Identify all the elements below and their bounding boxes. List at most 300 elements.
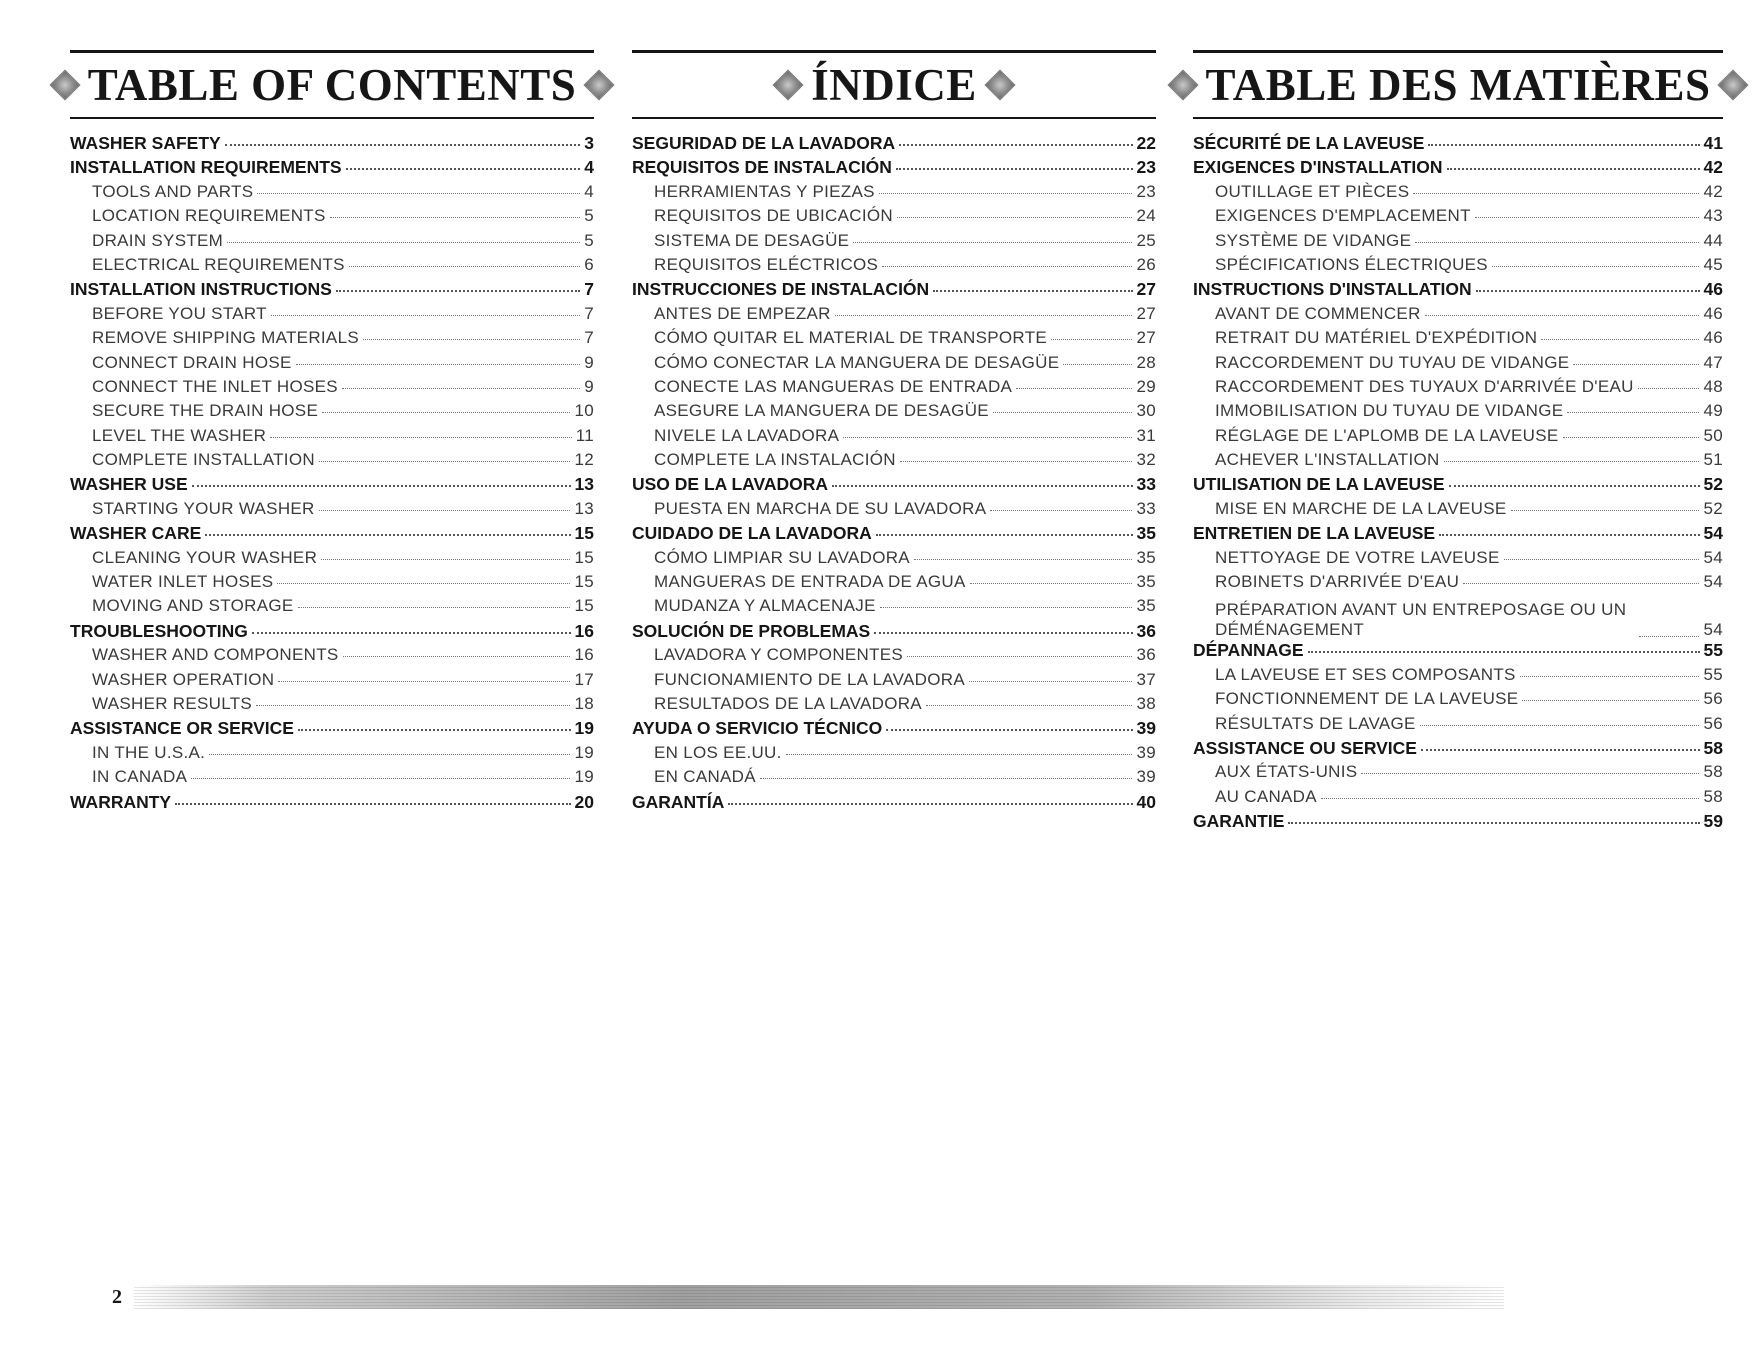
dot-leader	[990, 510, 1132, 511]
column-title: TABLE DES MATIÈRES	[1205, 59, 1711, 110]
toc-entry-page: 37	[1136, 669, 1156, 689]
toc-subsection-entry	[632, 450, 1156, 474]
toc-subsection-entry	[632, 670, 1156, 694]
toc-entry-label: DÉPANNAGE	[1193, 640, 1304, 661]
toc-subsection-entry	[1193, 255, 1723, 279]
toc-subsection-entry	[70, 206, 594, 230]
dot-leader	[227, 242, 580, 243]
toc-entry-page: 25	[1136, 230, 1156, 250]
toc-entry-label: PRÉPARATION AVANT UN ENTREPOSAGE OU UN DÉMÉNAGEMENT	[1215, 600, 1627, 640]
toc-entry-page: 11	[575, 425, 594, 445]
dot-leader	[1063, 364, 1132, 365]
dot-leader	[880, 607, 1133, 608]
toc-section-entry	[632, 792, 1156, 816]
toc-entry-label: WASHER AND COMPONENTS	[92, 645, 339, 665]
dot-leader	[897, 217, 1133, 218]
toc-section-entry	[632, 523, 1156, 547]
toc-entry-page: 44	[1703, 230, 1723, 250]
dot-leader	[252, 632, 571, 634]
toc-entry-page: 27	[1136, 279, 1156, 300]
toc-entry-page: 59	[1703, 811, 1723, 832]
dot-leader	[1413, 193, 1699, 194]
toc-section-entry	[70, 474, 594, 498]
toc-entry-page: 28	[1136, 352, 1156, 372]
dot-leader	[969, 681, 1133, 682]
dot-leader	[899, 144, 1132, 146]
toc-subsection-entry	[632, 206, 1156, 230]
toc-subsection-entry	[632, 596, 1156, 620]
toc-column-english	[70, 50, 594, 816]
toc-entry-label: ELECTRICAL REQUIREMENTS	[92, 254, 345, 274]
column-header	[632, 50, 1156, 119]
toc-entry-page: 23	[1136, 157, 1156, 178]
toc-entry-page: 55	[1703, 664, 1723, 684]
dot-leader	[319, 461, 571, 462]
toc-entry-page: 49	[1703, 401, 1723, 421]
toc-section-entry	[70, 157, 594, 181]
toc-subsection-entry	[70, 548, 594, 572]
dot-leader	[342, 388, 580, 389]
toc-subsection-entry	[1193, 328, 1723, 352]
dot-leader	[1492, 266, 1700, 267]
toc-subsection-entry	[1193, 231, 1723, 255]
column-title: TABLE OF CONTENTS	[87, 59, 577, 110]
toc-entry-label: COMPLETE LA INSTALACIÓN	[654, 450, 896, 470]
toc-column-spanish	[632, 50, 1156, 816]
toc-entry-label: CONNECT THE INLET HOSES	[92, 376, 338, 396]
toc-subsection-entry	[1193, 548, 1723, 572]
dot-leader	[257, 193, 580, 194]
toc-entry-label: TOOLS AND PARTS	[92, 181, 254, 201]
toc-subsection-entry	[1193, 596, 1723, 640]
toc-entry-page: 17	[574, 669, 594, 689]
toc-entry-label: SYSTÈME DE VIDANGE	[1215, 230, 1412, 250]
dot-leader	[1444, 461, 1700, 462]
toc-section-entry	[632, 157, 1156, 181]
toc-subsection-entry	[632, 694, 1156, 718]
dot-leader	[209, 754, 570, 755]
toc-entry-page: 54	[1703, 620, 1723, 640]
toc-subsection-entry	[70, 426, 594, 450]
toc-entry-page: 54	[1703, 523, 1723, 544]
toc-entry-page: 7	[584, 279, 594, 300]
toc-entry-label: OUTILLAGE ET PIÈCES	[1215, 181, 1410, 201]
toc-subsection-entry	[632, 182, 1156, 206]
toc-section-entry	[632, 474, 1156, 498]
dot-leader	[1463, 583, 1699, 584]
diamond-bullet-icon	[49, 69, 80, 100]
toc-entry-page: 55	[1703, 640, 1723, 661]
toc-entry-label: EXIGENCES D'EMPLACEMENT	[1215, 206, 1471, 226]
dot-leader	[1504, 559, 1700, 560]
toc-entry-label: HERRAMIENTAS Y PIEZAS	[654, 181, 875, 201]
toc-entry-page: 10	[574, 401, 594, 421]
toc-subsection-entry	[632, 255, 1156, 279]
dot-leader	[343, 656, 571, 657]
dot-leader	[319, 510, 571, 511]
toc-entry-label: FONCTIONNEMENT DE LA LAVEUSE	[1215, 689, 1519, 709]
toc-subsection-entry	[70, 304, 594, 328]
toc-subsection-entry	[70, 353, 594, 377]
toc-subsection-entry	[1193, 762, 1723, 786]
dot-leader	[330, 217, 581, 218]
toc-entry-label: SÉCURITÉ DE LA LAVEUSE	[1193, 133, 1425, 153]
toc-section-entry	[1193, 523, 1723, 547]
footer-decorative-bar	[134, 1285, 1504, 1309]
dot-leader	[1321, 798, 1700, 799]
dot-leader	[349, 266, 580, 267]
dot-leader	[271, 315, 580, 316]
toc-entry-page: 5	[584, 230, 594, 250]
toc-entry-page: 38	[1136, 693, 1156, 713]
toc-entry-page: 39	[1136, 767, 1156, 787]
toc-subsection-entry	[632, 328, 1156, 352]
toc-list	[70, 133, 594, 816]
toc-entry-label: REQUISITOS DE INSTALACIÓN	[632, 157, 892, 178]
toc-entry-page: 36	[1136, 620, 1156, 641]
toc-entry-label: IN CANADA	[92, 767, 188, 787]
dot-leader	[192, 485, 571, 487]
toc-entry-label: RACCORDEMENT DU TUYAU DE VIDANGE	[1215, 352, 1570, 372]
toc-entry-label: RACCORDEMENT DES TUYAUX D'ARRIVÉE D'EAU	[1215, 376, 1634, 396]
toc-subsection-entry	[70, 572, 594, 596]
toc-entry-label: MUDANZA Y ALMACENAJE	[654, 596, 876, 616]
toc-subsection-entry	[1193, 426, 1723, 450]
toc-entry-label: GARANTÍA	[632, 791, 725, 812]
toc-entry-page: 15	[574, 547, 594, 567]
toc-entry-label: ANTES DE EMPEZAR	[654, 303, 831, 323]
dot-leader	[1439, 534, 1699, 536]
toc-entry-label: UTILISATION DE LA LAVEUSE	[1193, 474, 1445, 495]
dot-leader	[205, 534, 570, 536]
toc-subsection-entry	[1193, 353, 1723, 377]
toc-entry-label: CONNECT DRAIN HOSE	[92, 352, 292, 372]
toc-subsection-entry	[632, 304, 1156, 328]
toc-entry-page: 46	[1703, 328, 1723, 348]
toc-list	[632, 133, 1156, 816]
toc-subsection-entry	[1193, 206, 1723, 230]
diamond-bullet-icon	[1167, 69, 1198, 100]
dot-leader	[298, 607, 571, 608]
toc-subsection-entry	[70, 767, 594, 791]
toc-entry-page: 16	[574, 645, 594, 665]
dot-leader	[270, 437, 572, 438]
dot-leader	[882, 266, 1132, 267]
dot-leader	[363, 339, 580, 340]
toc-entry-page: 29	[1136, 376, 1156, 396]
diamond-bullet-icon	[984, 69, 1015, 100]
dot-leader	[1541, 339, 1699, 340]
toc-entry-page: 20	[574, 791, 594, 812]
dot-leader	[900, 461, 1133, 462]
toc-entry-label: LEVEL THE WASHER	[92, 425, 267, 445]
dot-leader	[876, 534, 1133, 536]
toc-entry-label: WASHER SAFETY	[70, 133, 221, 153]
toc-entry-page: 13	[574, 498, 594, 518]
toc-entry-page: 42	[1703, 181, 1723, 201]
dot-leader	[346, 168, 581, 170]
toc-entry-label: ROBINETS D'ARRIVÉE D'EAU	[1215, 572, 1460, 592]
toc-section-entry	[632, 133, 1156, 157]
toc-entry-label: SOLUCIÓN DE PROBLEMAS	[632, 620, 871, 641]
toc-entry-page: 12	[574, 450, 594, 470]
toc-subsection-entry	[632, 231, 1156, 255]
toc-entry-label: INSTALLATION INSTRUCTIONS	[70, 279, 332, 300]
toc-entry-label: WATER INLET HOSES	[92, 572, 274, 592]
toc-entry-page: 16	[574, 620, 594, 641]
toc-subsection-entry	[632, 353, 1156, 377]
toc-subsection-entry	[70, 231, 594, 255]
toc-entry-page: 4	[584, 157, 594, 178]
toc-entry-label: REQUISITOS DE UBICACIÓN	[654, 206, 893, 226]
dot-leader	[832, 485, 1132, 487]
dot-leader	[926, 705, 1133, 706]
dot-leader	[1051, 339, 1132, 340]
toc-entry-page: 50	[1703, 425, 1723, 445]
dot-leader	[1428, 144, 1699, 146]
toc-subsection-entry	[632, 743, 1156, 767]
toc-entry-label: MANGUERAS DE ENTRADA DE AGUA	[654, 572, 966, 592]
dot-leader	[336, 290, 580, 292]
toc-entry-page: 46	[1703, 303, 1723, 323]
toc-entry-page: 47	[1703, 352, 1723, 372]
toc-section-entry	[1193, 133, 1723, 157]
toc-entry-label: EXIGENCES D'INSTALLATION	[1193, 157, 1443, 178]
toc-entry-label: WARRANTY	[70, 791, 172, 812]
toc-entry-page: 35	[1136, 523, 1156, 544]
toc-entry-page: 18	[574, 693, 594, 713]
toc-subsection-entry	[70, 450, 594, 474]
toc-subsection-entry	[632, 572, 1156, 596]
toc-subsection-entry	[70, 645, 594, 669]
dot-leader	[1638, 388, 1700, 389]
column-header	[70, 50, 594, 119]
toc-entry-label: WASHER CARE	[70, 523, 202, 544]
toc-section-entry	[70, 133, 594, 157]
toc-entry-label: LA LAVEUSE ET SES COMPOSANTS	[1215, 664, 1516, 684]
dot-leader	[1421, 749, 1700, 751]
dot-leader	[786, 754, 1133, 755]
toc-subsection-entry	[70, 401, 594, 425]
toc-subsection-entry	[1193, 499, 1723, 523]
toc-entry-label: GARANTIE	[1193, 811, 1285, 832]
toc-entry-page: 32	[1136, 450, 1156, 470]
toc-entry-page: 33	[1136, 474, 1156, 495]
toc-subsection-entry	[70, 377, 594, 401]
toc-entry-page: 48	[1703, 376, 1723, 396]
toc-subsection-entry	[1193, 665, 1723, 689]
toc-entry-page: 41	[1703, 133, 1723, 153]
dot-leader	[175, 803, 570, 805]
toc-entry-label: NETTOYAGE DE VOTRE LAVEUSE	[1215, 547, 1500, 567]
dot-leader	[1447, 168, 1700, 170]
toc-entry-label: ASEGURE LA MANGUERA DE DESAGÜE	[654, 401, 989, 421]
toc-entry-label: REMOVE SHIPPING MATERIALS	[92, 328, 359, 348]
toc-subsection-entry	[70, 255, 594, 279]
toc-entry-page: 39	[1136, 742, 1156, 762]
dot-leader	[1476, 290, 1700, 292]
toc-entry-page: 15	[574, 572, 594, 592]
toc-subsection-entry	[70, 743, 594, 767]
toc-subsection-entry	[1193, 572, 1723, 596]
dot-leader	[225, 144, 581, 146]
toc-entry-label: RESULTADOS DE LA LAVADORA	[654, 693, 922, 713]
dot-leader	[1475, 217, 1700, 218]
toc-entry-label: EN LOS EE.UU.	[654, 742, 782, 762]
toc-entry-page: 19	[574, 742, 594, 762]
toc-subsection-entry	[1193, 182, 1723, 206]
toc-subsection-entry	[70, 182, 594, 206]
toc-section-entry	[1193, 738, 1723, 762]
dot-leader	[843, 437, 1132, 438]
toc-entry-page: 19	[574, 718, 594, 739]
toc-entry-label: WASHER OPERATION	[92, 669, 275, 689]
toc-entry-page: 54	[1703, 547, 1723, 567]
toc-entry-page: 58	[1703, 786, 1723, 806]
dot-leader	[298, 729, 571, 731]
toc-entry-page: 27	[1136, 303, 1156, 323]
toc-entry-label: SISTEMA DE DESAGÜE	[654, 230, 850, 250]
toc-entry-label: INSTALLATION REQUIREMENTS	[70, 157, 342, 178]
toc-entry-page: 35	[1136, 596, 1156, 616]
toc-entry-page: 9	[584, 376, 594, 396]
toc-entry-page: 56	[1703, 713, 1723, 733]
toc-entry-page: 31	[1136, 425, 1156, 445]
toc-entry-page: 45	[1703, 254, 1723, 274]
toc-entry-label: CÓMO LIMPIAR SU LAVADORA	[654, 547, 910, 567]
toc-entry-page: 30	[1136, 401, 1156, 421]
toc-entry-label: CLEANING YOUR WASHER	[92, 547, 318, 567]
dot-leader	[993, 412, 1133, 413]
toc-entry-page: 39	[1136, 718, 1156, 739]
toc-section-entry	[70, 792, 594, 816]
toc-entry-label: CUIDADO DE LA LAVADORA	[632, 523, 872, 544]
diamond-bullet-icon	[584, 69, 615, 100]
toc-column-french	[1193, 50, 1723, 836]
toc-section-entry	[1193, 474, 1723, 498]
toc-entry-label: DRAIN SYSTEM	[92, 230, 224, 250]
toc-entry-label: AUX ÉTATS-UNIS	[1215, 762, 1358, 782]
toc-subsection-entry	[70, 328, 594, 352]
toc-entry-page: 58	[1703, 762, 1723, 782]
toc-subsection-entry	[632, 645, 1156, 669]
toc-entry-label: ASSISTANCE OR SERVICE	[70, 718, 294, 739]
dot-leader	[914, 559, 1133, 560]
toc-entry-page: 22	[1136, 133, 1156, 153]
toc-section-entry	[1193, 811, 1723, 835]
page-number: 2	[112, 1285, 122, 1308]
dot-leader	[322, 412, 570, 413]
dot-leader	[277, 583, 570, 584]
toc-entry-page: 40	[1136, 791, 1156, 812]
toc-entry-page: 5	[584, 206, 594, 226]
toc-entry-label: REQUISITOS ELÉCTRICOS	[654, 254, 879, 274]
toc-entry-label: AU CANADA	[1215, 786, 1317, 806]
dot-leader	[1520, 676, 1700, 677]
dot-leader	[874, 632, 1132, 634]
toc-section-entry	[70, 279, 594, 303]
column-title: ÍNDICE	[811, 59, 977, 110]
toc-entry-label: EN CANADÁ	[654, 767, 756, 787]
dot-leader	[1522, 700, 1699, 701]
toc-section-entry	[70, 718, 594, 742]
dot-leader	[1420, 725, 1700, 726]
toc-entry-label: FUNCIONAMIENTO DE LA LAVADORA	[654, 669, 965, 689]
toc-entry-label: IMMOBILISATION DU TUYAU DE VIDANGE	[1215, 401, 1564, 421]
toc-entry-label: USO DE LA LAVADORA	[632, 474, 829, 495]
toc-entry-page: 9	[584, 352, 594, 372]
toc-entry-page: 54	[1703, 572, 1723, 592]
toc-entry-label: WASHER RESULTS	[92, 693, 253, 713]
dot-leader	[1288, 822, 1699, 824]
toc-subsection-entry	[632, 426, 1156, 450]
toc-entry-page: 52	[1703, 474, 1723, 495]
toc-entry-label: ASSISTANCE OU SERVICE	[1193, 737, 1417, 758]
toc-section-entry	[70, 523, 594, 547]
toc-section-entry	[632, 718, 1156, 742]
dot-leader	[296, 364, 581, 365]
toc-section-entry	[1193, 157, 1723, 181]
toc-entry-label: NIVELE LA LAVADORA	[654, 425, 840, 445]
toc-section-entry	[70, 621, 594, 645]
toc-entry-page: 35	[1136, 547, 1156, 567]
toc-entry-label: ENTRETIEN DE LA LAVEUSE	[1193, 523, 1436, 544]
toc-entry-page: 51	[1703, 450, 1723, 470]
toc-list	[1193, 133, 1723, 836]
toc-entry-page: 35	[1136, 572, 1156, 592]
toc-entry-page: 42	[1703, 157, 1723, 178]
toc-entry-label: INSTRUCTIONS D'INSTALLATION	[1193, 279, 1472, 300]
dot-leader	[835, 315, 1133, 316]
dot-leader	[1449, 485, 1700, 487]
toc-subsection-entry	[632, 377, 1156, 401]
toc-entry-label: SEGURIDAD DE LA LAVADORA	[632, 133, 896, 153]
toc-entry-page: 3	[584, 133, 594, 153]
toc-subsection-entry	[632, 499, 1156, 523]
column-header	[1193, 50, 1723, 119]
dot-leader	[321, 559, 570, 560]
toc-entry-label: RÉSULTATS DE LAVAGE	[1215, 713, 1416, 733]
dot-leader	[1016, 388, 1132, 389]
dot-leader	[278, 681, 570, 682]
dot-leader	[1639, 636, 1699, 637]
toc-entry-label: LAVADORA Y COMPONENTES	[654, 645, 904, 665]
toc-subsection-entry	[70, 499, 594, 523]
dot-leader	[728, 803, 1132, 805]
toc-entry-page: 24	[1136, 206, 1156, 226]
toc-entry-label: MOVING AND STORAGE	[92, 596, 294, 616]
toc-entry-page: 26	[1136, 254, 1156, 274]
toc-subsection-entry	[632, 767, 1156, 791]
toc-entry-label: INSTRUCCIONES DE INSTALACIÓN	[632, 279, 930, 300]
toc-entry-label: RÉGLAGE DE L'APLOMB DE LA LAVEUSE	[1215, 425, 1559, 445]
toc-entry-page: 15	[574, 596, 594, 616]
toc-entry-page: 52	[1703, 498, 1723, 518]
dot-leader	[1563, 437, 1700, 438]
toc-subsection-entry	[1193, 689, 1723, 713]
dot-leader	[1308, 651, 1700, 653]
toc-entry-page: 6	[584, 254, 594, 274]
toc-subsection-entry	[70, 694, 594, 718]
dot-leader	[760, 778, 1133, 779]
toc-subsection-entry	[1193, 377, 1723, 401]
toc-entry-label: LOCATION REQUIREMENTS	[92, 206, 326, 226]
dot-leader	[933, 290, 1132, 292]
toc-entry-page: 23	[1136, 181, 1156, 201]
toc-entry-page: 7	[584, 328, 594, 348]
page-footer	[112, 1285, 1504, 1309]
toc-entry-label: ACHEVER L'INSTALLATION	[1215, 450, 1440, 470]
